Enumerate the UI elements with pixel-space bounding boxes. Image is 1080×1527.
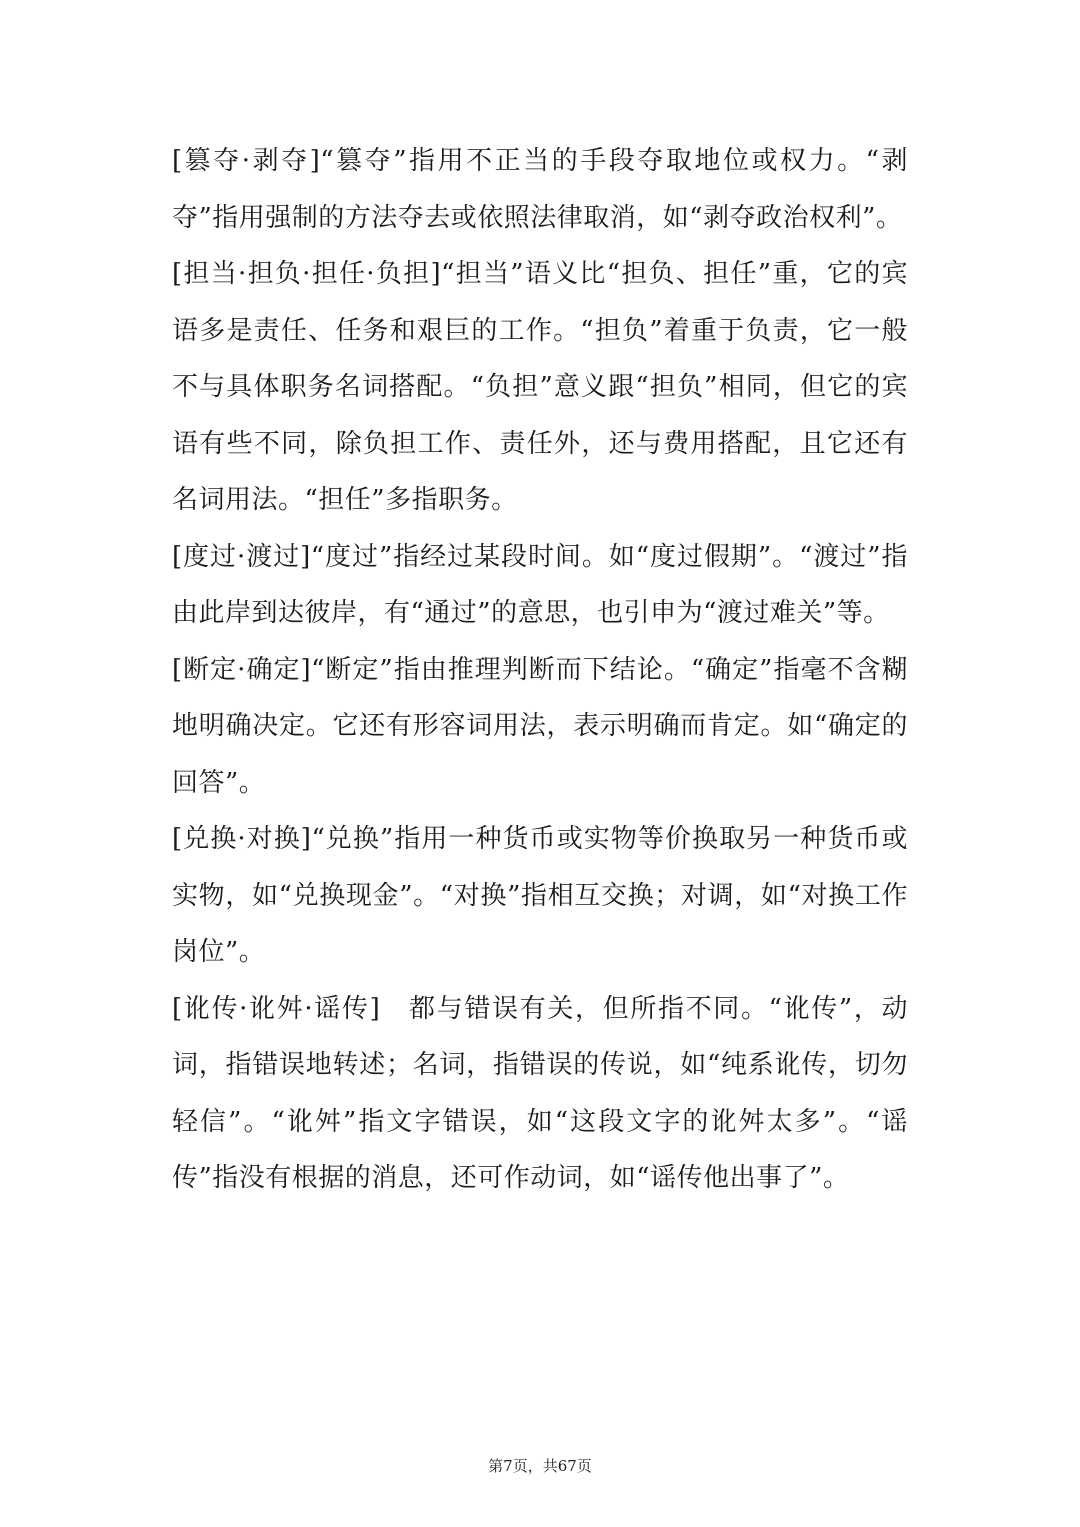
document-body: [172, 133, 908, 1207]
entry-dandang-danfu: [担当·担负·担任·负担]“担当”语义比“担负、担任”重，它的宾语多是责任、任务和艰巨的工作。“担负”着重于负责，它一般不与具体职务名词搭配。“负担”意义跟“担负”相同，但它的宾语有些不同，除负担工作、责任外，还与费用搭配，且它还有名词用法。“担任”多指职务。: [172, 259, 908, 515]
entry-duguo: [度过·渡过]“度过”指经过某段时间。如“度过假期”。“渡过”指由此岸到达彼岸，有“通过”的意思，也引申为“渡过难关”等。: [172, 541, 908, 628]
entry-duanding-queding: [断定·确定]“断定”指由推理判断而下结论。“确定”指毫不含糊地明确决定。它还有形容词用法，表示明确而肯定。如“确定的回答”。: [172, 654, 908, 798]
page-number: 第7页，共67页: [488, 1457, 592, 1475]
entry-echuan-yaochuan: [讹传·讹舛·谣传] 都与错误有关，但所指不同。“讹传”，动词，指错误地转述；名词，指错误的传说，如“纯系讹传，切勿轻信”。“讹舛”指文字错误，如“这段文字的讹舛太多”。“谣传”指没有根据的消息，还可作动词，如“谣传他出事了”。: [172, 993, 908, 1193]
entry-cuanduo-boduo: [篡夺·剥夺]“篡夺”指用不正当的手段夺取地位或权力。“剥夺”指用强制的方法夺去或依照法律取消，如“剥夺政治权利”。: [172, 146, 908, 233]
entry-duihuan: [兑换·对换]“兑换”指用一种货币或实物等价换取另一种货币或实物，如“兑换现金”。“对换”指相互交换；对调，如“对换工作岗位”。: [172, 824, 908, 967]
